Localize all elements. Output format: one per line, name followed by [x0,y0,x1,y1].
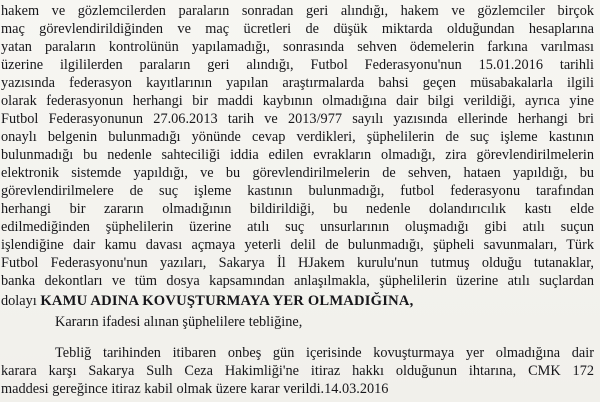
body-line-6: olarak federasyonun herhangi bir maddi kaybının olmadığına dair bilgi verildiği, ayrıca yine [1,93,594,109]
notice-line: Kararın ifadesi alınan şüphelilere tebliğine, [55,314,303,330]
decision-heading: KAMU ADINA KOVUŞTURMAYA YER OLMADIĞINA, [40,293,414,309]
body-line-4: üzerine ilgililerden paraların geri alındığı, Futbol Federasyonu'nun 15.01.2016 tarihli [1,57,594,73]
body-line-7: Futbol Federasyonunun 27.06.2013 tarih ve 2013/977 sayılı yazısında ellerinde herhangi bri [1,111,594,127]
final-line-3: maddesi gereğince itiraz kabil olmak üzere karar verildi.14.03.2016 [1,381,389,397]
body-line-5: yazısında federasyon kayıtlarının yapılan araştırmalarda bahsi geçen müsabakalarla ilgili [1,75,594,91]
decision-line [1,292,413,310]
body-line-1: hakem ve gözlemcilerden paraların sonradan geri alındığı, hakem ve gözlemciler birçok [1,3,594,19]
body-line-8: onaylı belgenin bulunmadığı yönünde cevap verdikleri, şüphelilerin de suç işleme kastının [1,129,594,145]
decision-prefix: dolayı [1,293,37,309]
final-line-2: karara karşı Sakarya Sulh Ceza Hakimliği'ne itiraz hakkı olduğunun ihtarına, CMK 172 [1,363,594,379]
body-line-9: bulunmadığı bu nedenle sahteciliği iddia edilen evrakların olmadığı, zira görevlendirilmelerin [1,147,594,163]
body-line-13: edilmediğinden şüphelilerin üzerine atılı suç unsurlarının oluşmadığı gibi atılı suçun [1,219,594,235]
body-line-12: herhangi bir zararın olmadığının bildirildiği, bu nedenle dolandırıcılık kastı elde [1,201,594,217]
body-line-11: görevlendirilmelere de suç işleme kastının bulunmadığı, futbol federasyonu tarafından [1,183,594,199]
body-line-10: elektronik sistemde yapıldığı, ve bu görevlendirilmelerin de sehven, hataen yapıldığı, bu [1,165,594,181]
body-line-16: banka dekontları ve tüm dosya kapsamından anlaşılmakla, şüphelilerin üzerine atılı suçlardan [1,273,594,289]
body-line-14: işlendiğine dair kamu davası açmaya yeterli delil de bulunmadığı, şüpheli savunmaları, Türk [1,237,594,253]
body-line-3: yatan paraların kontrolünün yapılamadığı, sonrasında sehven ödemelerin farkına varılması [1,39,594,55]
body-line-2: maç görevlendirildiğinden ve maç ücretleri de düşük miktarda olduğundan hesaplarına [1,21,594,37]
final-line-1: Tebliğ tarihinden itibaren onbeş gün içerisinde kovuşturmaya yer olmadığına dair [55,345,594,361]
body-line-15: Futbol Federasyonu'nun yazıları, Sakarya İl HJakem kurulu'nun tutmuş olduğu tutanaklar, [1,255,594,271]
